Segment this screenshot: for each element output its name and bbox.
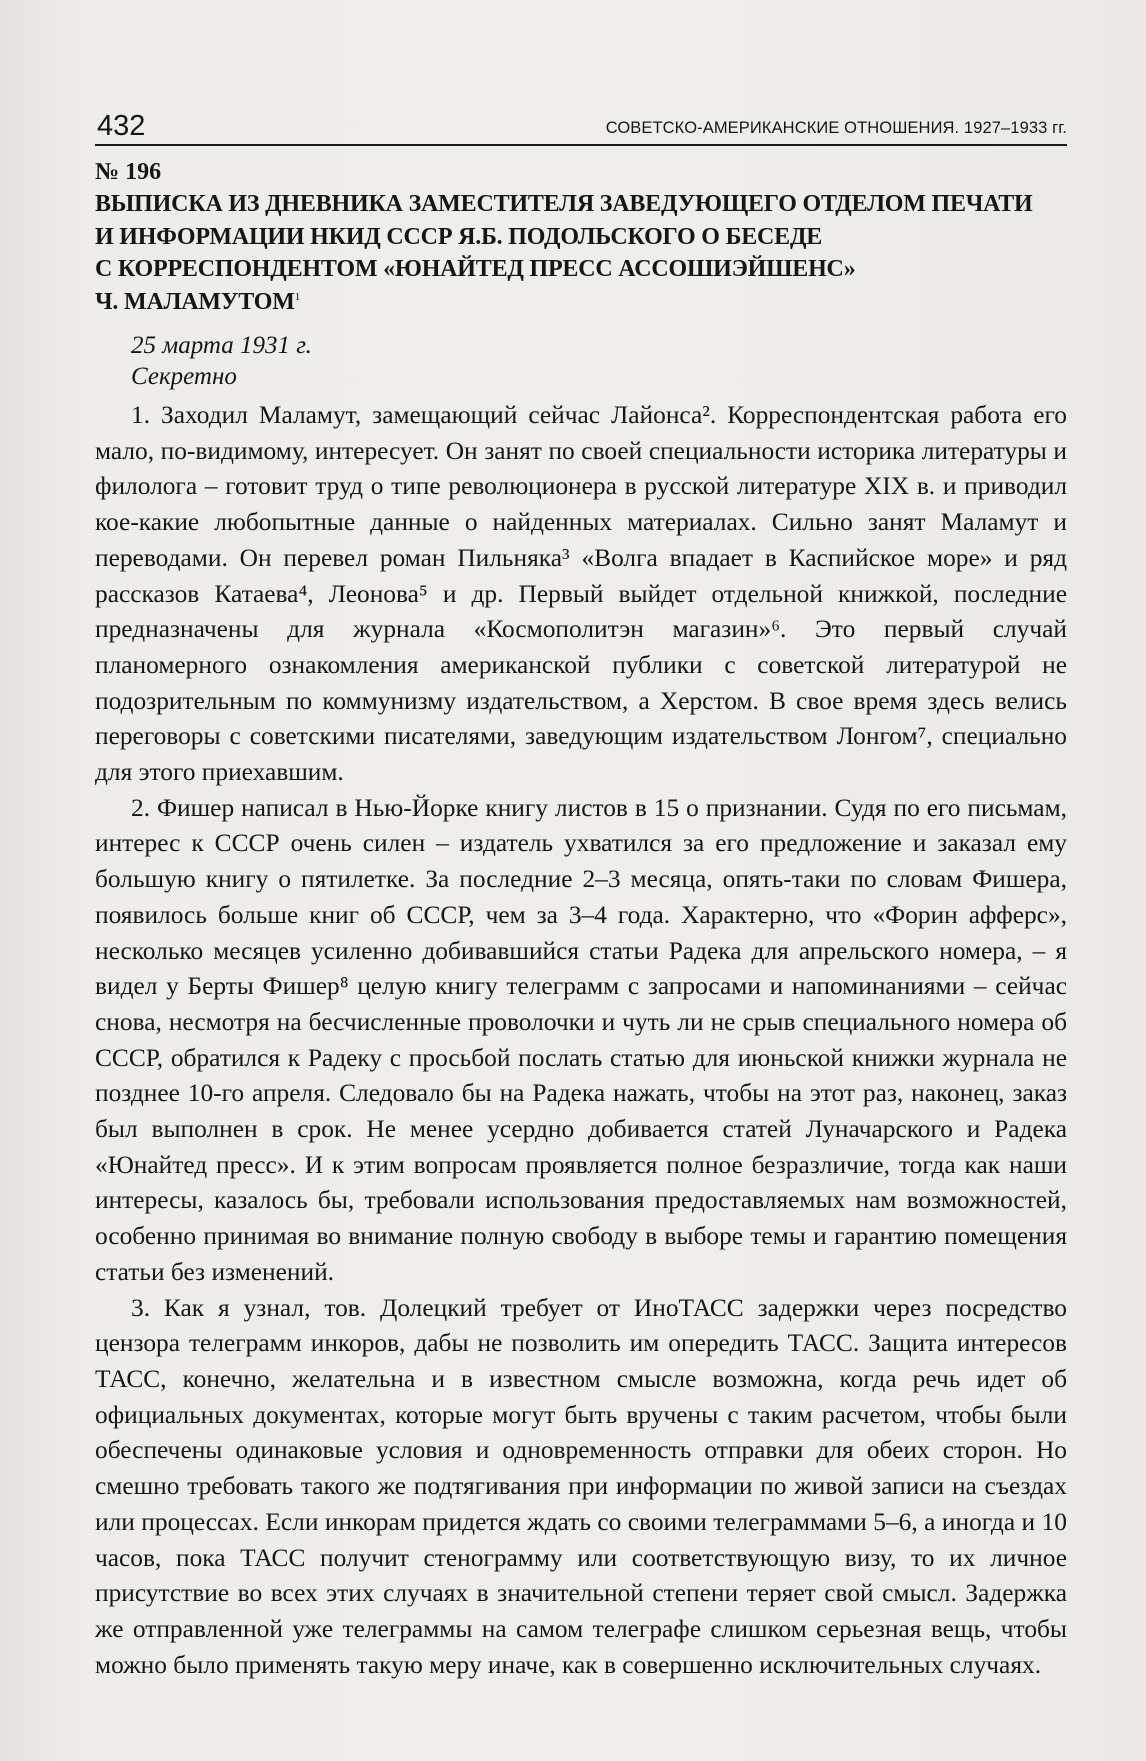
document-title bbox=[95, 188, 1067, 318]
document-date: 25 марта 1931 г. bbox=[131, 332, 312, 359]
document-number: № 196 bbox=[95, 159, 162, 185]
page-number: 432 bbox=[97, 110, 146, 142]
document-meta bbox=[95, 330, 1067, 392]
document-title-line: ВЫПИСКА ИЗ ДНЕВНИКА ЗАМЕСТИТЕЛЯ ЗАВЕДУЮЩЕГО ОТДЕЛОМ ПЕЧАТИ bbox=[95, 191, 1033, 217]
paragraph-2: 2. Фишер написал в Нью-Йорке книгу листов в 15 о признании. Судя по его письмам, интерес к СССР очень силен – издатель ухватился за его предложение и заказал ему большую книгу о пятилетке. За последние 2–3 месяца, опять-таки по словам Фишера, появилось больше книг об СССР, чем за 3–4 года. Характерно, что «Форин афферс», несколько месяцев усиленно добивавшийся статьи Радека для апрельского номера, – я видел у Берты Фишер⁸ целую книгу телеграмм с запросами и напоминаниями – сейчас снова, несмотря на бесчисленные проволочки и чуть ли не срыв специального номера об СССР, обратился к Радеку с просьбой послать статью для июньской книжки журнала не позднее 10-го апреля. Следовало бы на Радека нажать, чтобы на этот раз, наконец, заказ был выполнен в срок. Не менее усердно добивается статей Луначарского и Радека «Юнайтед пресс». И к этим вопросам проявляется полное безразличие, тогда как наши интересы, казалось бы, требовали использования предоставляемых нам возможностей, особенно принимая во внимание полную свободу в выборе темы и гарантию помещения статьи без изменений. bbox=[95, 793, 1067, 1286]
document-title-line: Ч. МАЛАМУТОМ bbox=[95, 288, 295, 315]
document-title-line-last bbox=[95, 286, 1067, 319]
document-title-line: С КОРРЕСПОНДЕНТОМ «ЮНАЙТЕД ПРЕСС АССОШИЭЙШЕНС» bbox=[95, 256, 856, 282]
text-column bbox=[95, 108, 1067, 1683]
running-head bbox=[95, 108, 1067, 146]
running-title: СОВЕТСКО-АМЕРИКАНСКИЕ ОТНОШЕНИЯ. 1927–1933 гг. bbox=[605, 119, 1067, 137]
document-title-line: И ИНФОРМАЦИИ НКИД СССР Я.Б. ПОДОЛЬСКОГО О БЕСЕДЕ bbox=[95, 223, 823, 250]
document-classification: Секретно bbox=[131, 363, 237, 390]
paragraph-1: 1. Заходил Маламут, замещающий сейчас Лайонса². Корреспондентская работа его мало, по-видимому, интересует. Он занят по своей специальности историка литературы и филолога – готовит труд о типе революционера в русской литературе XIX в. и приводил кое-какие любопытные данные о найденных материалах. Сильно занят Маламут и переводами. Он перевел роман Пильняка³ «Волга впадает в Каспийское море» и ряд рассказов Катаева⁴, Леонова⁵ и др. Первый выйдет отдельной книжкой, последние предназначены для журнала «Космополитэн магазин»⁶. Это первый случай планомерного ознакомления американской публики с советской литературой не подозрительным по коммунизму издательством, а Херстом. В свое время здесь велись переговоры с советскими писателями, заведующим издательством Лонгом⁷, специально для этого приехавшим. bbox=[95, 401, 1067, 787]
paragraph-3: 3. Как я узнал, тов. Долецкий требует от ИноТАСС задержки через посредство цензора телеграмм инкоров, дабы не позволить им опередить ТАСС. Защита интересов ТАСС, конечно, желательна и в известном смысле возможна, когда речь идет об официальных документах, которые могут быть вручены с таким расчетом, чтобы были обеспечены одинаковые условия и одновременность отправки для обеих сторон. Но смешно требовать такого же подтягивания при информации по живой записи на съездах или процессах. Если инкорам придется ждать со своими телеграммами 5–6, а иногда и 10 часов, пока ТАСС получит стенограмму или соответствующую визу, то их личное присутствие во всех этих случаях в значительной степени теряет свой смысл. Задержка же отправленной уже телеграммы на самом телеграфе слишком серьезная вещь, чтобы можно было применять такую меру иначе, как в совершенно исключительных случаях. bbox=[95, 1293, 1067, 1679]
footnote-marker: 1 bbox=[294, 290, 301, 303]
